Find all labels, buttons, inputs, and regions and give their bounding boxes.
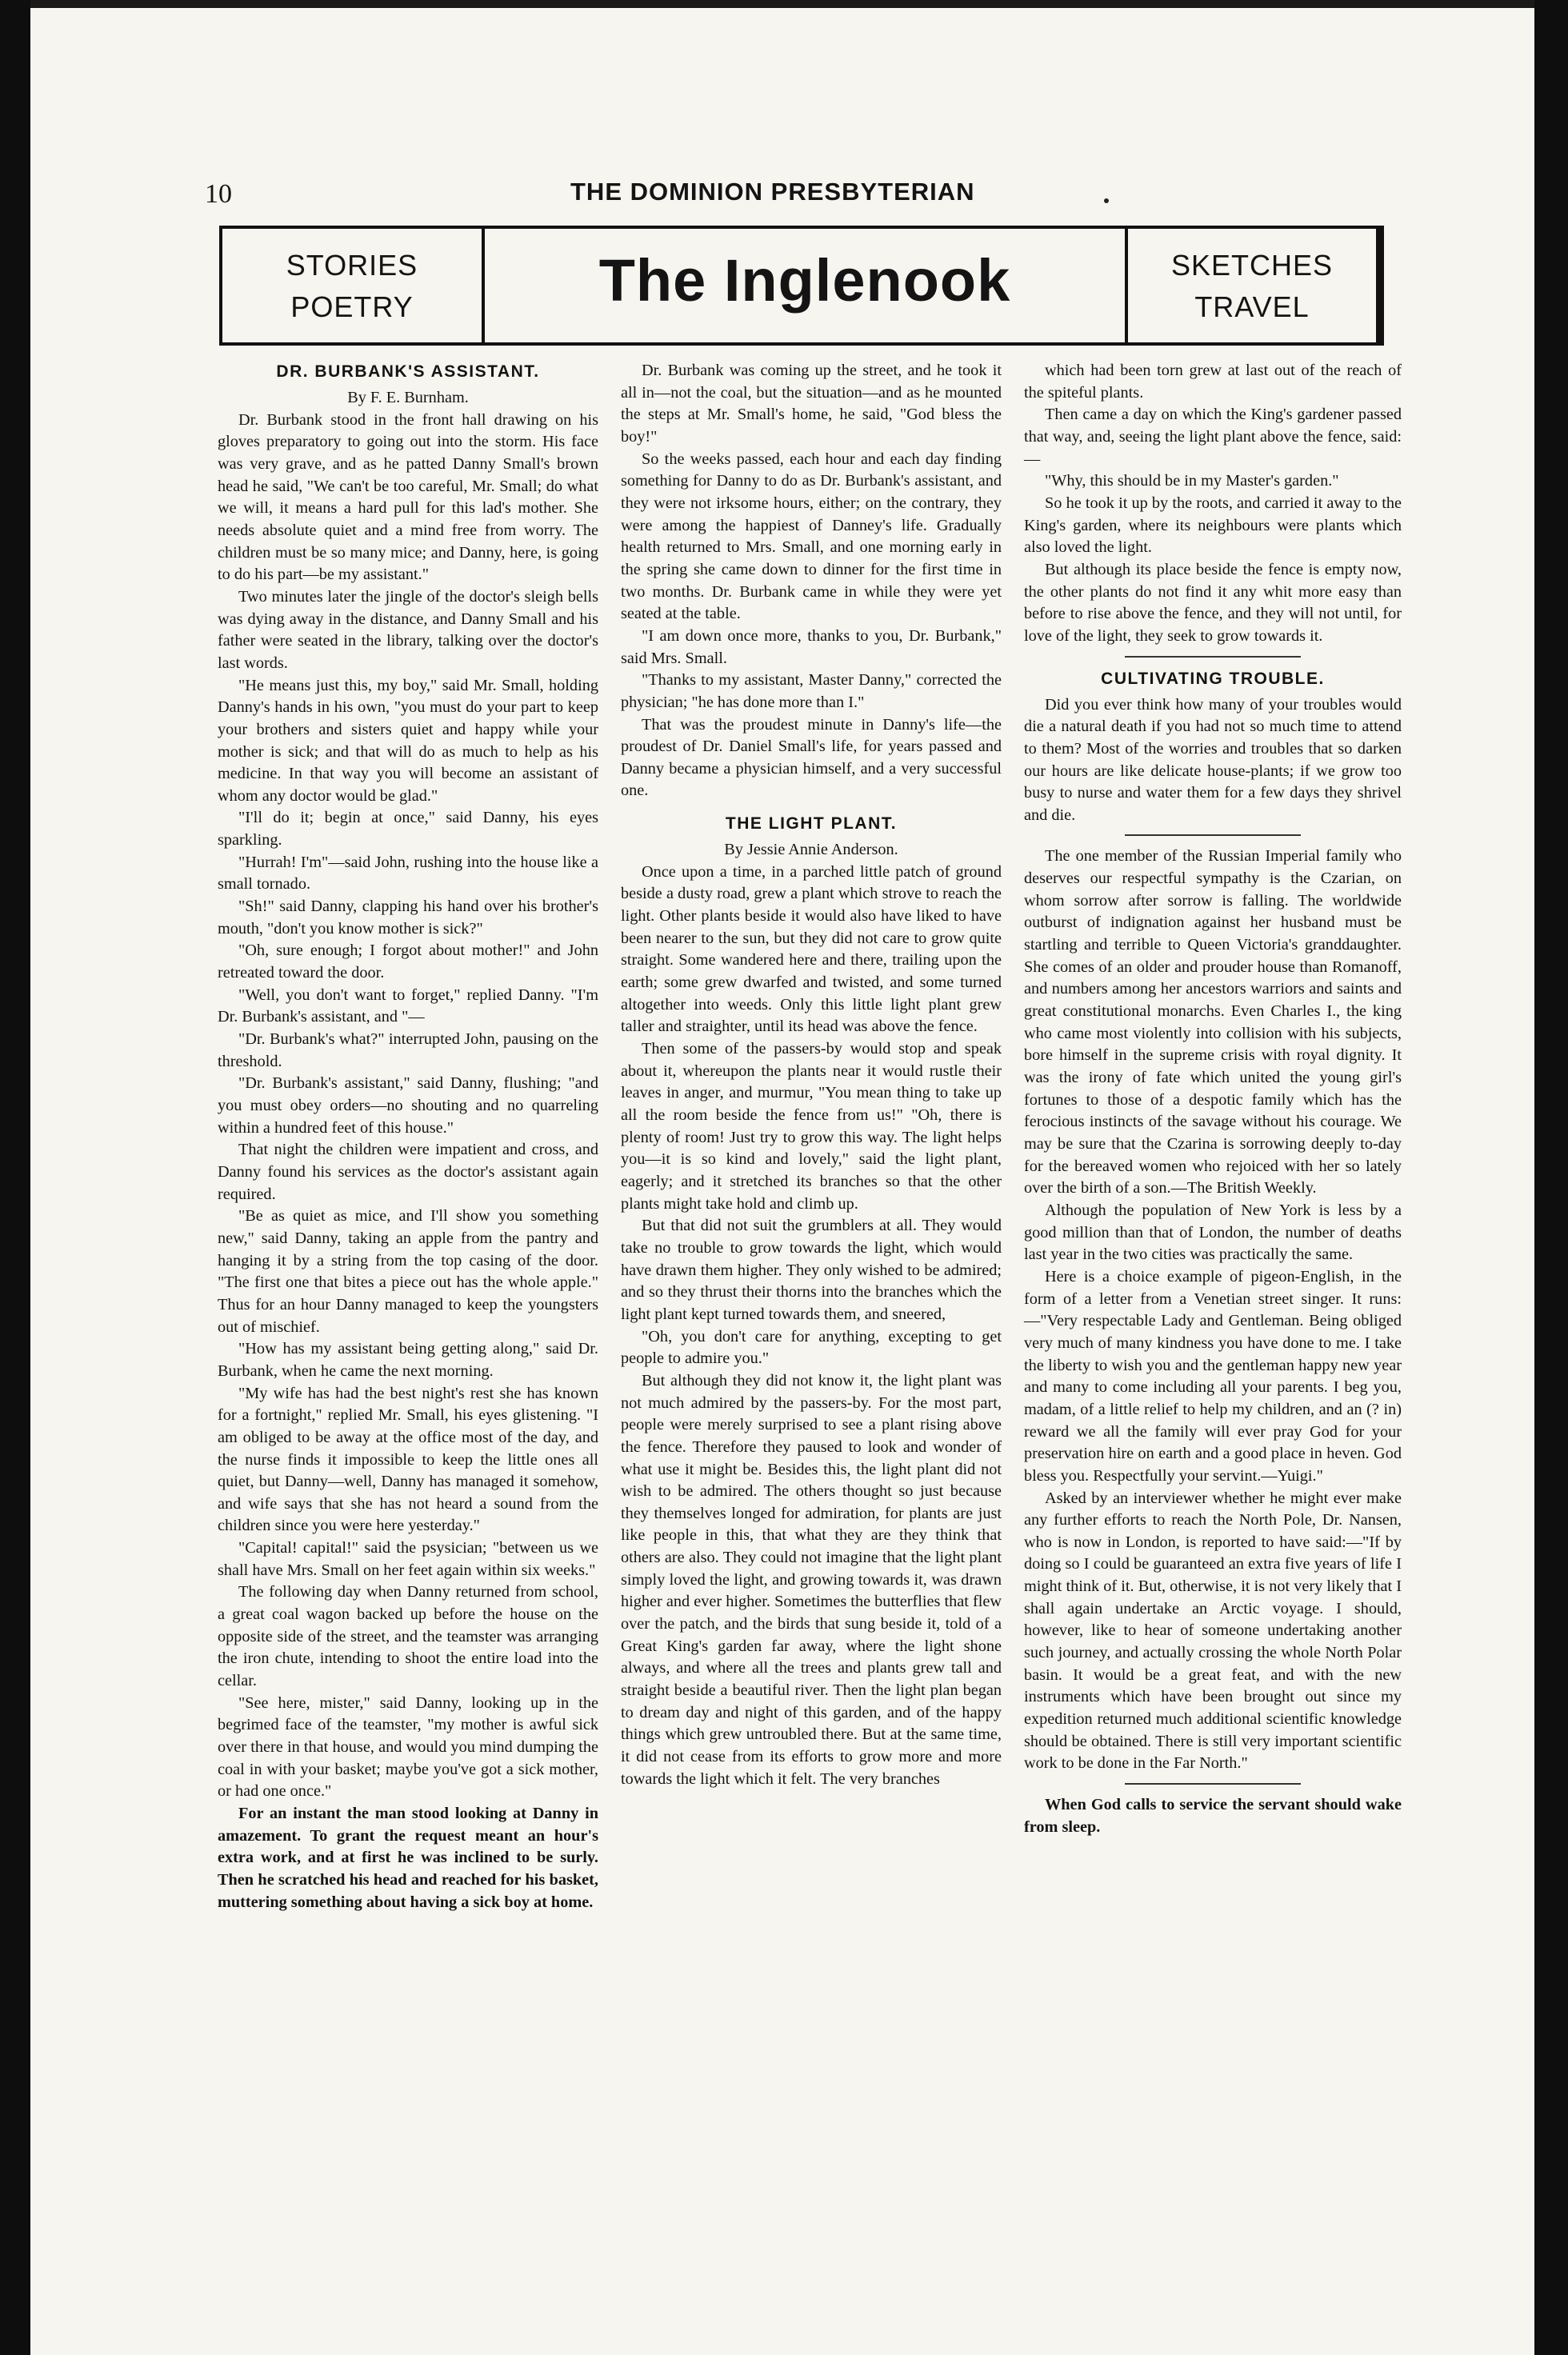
scan-edge (30, 0, 1534, 8)
news-item: Although the population of New York is less by a good million than that of London, the number of deaths last year in the two cities was practically the same. (1024, 1201, 1402, 1264)
paragraph: "How has my assistant being getting along," said Dr. Burbank, when he came the next morning. (218, 1340, 598, 1380)
paragraph: which had been torn grew at last out of the reach of the spiteful plants. (1024, 362, 1402, 402)
paragraph: "Oh, sure enough; I forgot about mother!" and John retreated toward the door. (218, 942, 598, 982)
paragraph: "Hurrah! I'm"—said John, rushing into the house like a small tornado. (218, 853, 598, 894)
news-item: Here is a choice example of pigeon-English, in the form of a letter from a Venetian street singer. It runs:—"Very respectable Lady and Gentleman. Being obliged very much of many kindness you have done to me. I take the liberty to wish you and the gentleman happy new year and many to come including all your parents. I beg you, madam, of a little relief to help my children, and an (? in) reward we all the family will ever pray God for your preservation hire on earth and a good place in heven. God bless you. Respectfully your servint.—Yuigi." (1024, 1267, 1402, 1485)
paragraph: "Well, you don't want to forget," replied Danny. "I'm Dr. Burbank's assistant, and "— (218, 986, 598, 1026)
paragraph: Then some of the passers-by would stop and speak about it, whereupon the plants near it would rustle their leaves in anger, and murmur, "You mean thing to take up all the room beside the fence from us!" "Oh, there is plenty of room! Just try to grow this way. The light helps you—it is so kind and lovely," said the light plant, eagerly; and it stretched its branches so that the other plants might take hold and climb up. (621, 1040, 1002, 1213)
news-item: Asked by an interviewer whether he might ever make any further efforts to reach the North Pole, Dr. Nansen, who is now in London, is reported to have said:—"If by doing so I could be guaranteed an extra five years of life I might think of it. But, otherwise, it is not very likely that I shall again undertake an Arctic voyage. I should, however, like to hear of someone undertaking another such journey, and actually crossing the whole North Polar basin. It would be a great feat, and with the new instruments which have been brought out since my expedition returned much additional scientific knowledge should be obtained. There is still very important scientific work to be done in the Far North." (1024, 1489, 1402, 1773)
section-banner (219, 226, 1384, 346)
paragraph: For an instant the man stood looking at Danny in amazement. To grant the request meant an hour's extra work, and at first he was inclined to be surly. Then he scratched his head and reached for his basket, muttering something about having a sick boy at home. (218, 1805, 598, 1911)
paragraph: "Be as quiet as mice, and I'll show you something new," said Danny, taking an apple from the pantry and hanging it by a string from the top casing of the door. "The first one that bites a piece out has the whole apple." Thus for an hour Danny managed to keep the youngsters out of mischief. (218, 1207, 598, 1336)
article-byline: By F. E. Burnham. (347, 389, 469, 406)
paragraph: But that did not suit the grumblers at all. They would take no trouble to grow towards the light, which would have drawn them higher. They only wished to be admired; and so they thrust their thorns into the branches which the light plant kept turned towards them, and sneered, (621, 1217, 1002, 1323)
paragraph: "Dr. Burbank's what?" interrupted John, pausing on the threshold. (218, 1030, 598, 1070)
print-speck (1104, 198, 1109, 203)
section-title: The Inglenook (598, 247, 1011, 314)
banner-left-box (222, 229, 485, 342)
section-divider (1125, 834, 1301, 836)
column-2 (621, 360, 1002, 1790)
journal-title: THE DOMINION PRESBYTERIAN (570, 178, 975, 206)
paragraph: Once upon a time, in a parched little patch of ground beside a dusty road, grew a plant which strove to reach the light. Other plants beside it would also have liked to have been nearer to the sun, but they did not care to grow quite straight. Some wandered here and there, trailing upon the earth; some grew dwarfed and twisted, and some turned altogether into weeds. Only this little light plant grew taller and straighter, until its head was above the fence. (621, 862, 1002, 1036)
paragraph: "Thanks to my assistant, Master Danny," corrected the physician; "he has done more than I." (621, 671, 1002, 711)
banner-right-line-1: SKETCHES (1170, 249, 1334, 282)
paragraph: Then came a day on which the King's gardener passed that way, and, seeing the light plant above the fence, said:— (1024, 406, 1402, 468)
banner-right-line-2: TRAVEL (1194, 290, 1310, 323)
article-title: THE LIGHT PLANT. (725, 814, 898, 834)
paragraph: "Why, this should be in my Master's garden." (1045, 472, 1339, 490)
banner-left-line-1: STORIES (286, 249, 418, 282)
paragraph: "I am down once more, thanks to you, Dr. Burbank," said Mrs. Small. (621, 626, 1002, 667)
banner-left-line-2: POETRY (290, 290, 414, 323)
paragraph: "Capital! capital!" said the psysician; "between us we shall have Mrs. Small on her feet again within six weeks." (218, 1539, 598, 1579)
paragraph: "Sh!" said Danny, clapping his hand over his brother's mouth, "don't you know mother is sick?" (218, 898, 598, 938)
paragraph: Did you ever think how many of your troubles would die a natural death if you had not so much time to attend to them? Most of the worries and troubles that so darken our hours are like delicate house-plants; if we grow too busy to nurse and water them for a few days they shrivel and die. (1024, 695, 1402, 824)
section-divider (1125, 1783, 1301, 1785)
spacer (621, 802, 1002, 812)
closing-maxim: When God calls to service the servant should wake from sleep. (1024, 1796, 1402, 1836)
article-byline: By Jessie Annie Anderson. (724, 841, 898, 859)
news-item: The one member of the Russian Imperial family who deserves our respectful sympathy is the Czarian, on whom sorrow after sorrow is falling. The worldwide outburst of indignation against her husband must be startling and terrible to Queen Victoria's granddaughter. She comes of an older and prouder house than Romanoff, and numbers among her ancestors warriors and saints and great constitutional monarchs. Even Charles I., the king who came most violently into collision with his subjects, bore himself in the supreme crisis with royal dignity. It was the irony of fate which united the young girl's fortunes to those of a despotic family which has the ferocious instincts of the savage without his courage. We may be sure that the Czarina is sorrowing deeply to-day for the bereaved women who rejoiced with her so lately over the birth of a son.—The British Weekly. (1024, 847, 1402, 1197)
newspaper-page (30, 0, 1534, 2355)
paragraph: The following day when Danny returned from school, a great coal wagon backed up before the house on the opposite side of the street, and the teamster was arranging the iron chute, intending to shoot the entire load into the cellar. (218, 1583, 598, 1690)
column-1 (218, 360, 598, 1913)
running-head (30, 174, 1534, 210)
article-title: CULTIVATING TROUBLE. (1101, 669, 1325, 688)
paragraph: That was the proudest minute in Danny's life—the proudest of Dr. Daniel Small's life, for years passed and Danny became a physician himself, and a very successful one. (621, 715, 1002, 800)
article-title: DR. BURBANK'S ASSISTANT. (276, 362, 540, 381)
paragraph: "Dr. Burbank's assistant," said Danny, flushing; "and you must obey orders—no shouting and no quarreling within a hundred feet of this house." (218, 1074, 598, 1137)
section-divider (1125, 656, 1301, 658)
paragraph: Dr. Burbank was coming up the street, and he took it all in—not the coal, but the situation—and as he mounted the steps at Mr. Small's home, he said, "God bless the boy!" (621, 362, 1002, 446)
paragraph: Two minutes later the jingle of the doctor's sleigh bells was dying away in the distance, and Danny Small and his father were seated in the library, talking over the doctor's last words. (218, 587, 598, 672)
paragraph: "I'll do it; begin at once," said Danny, his eyes sparkling. (218, 809, 598, 850)
page-number: 10 (205, 179, 232, 209)
paragraph: That night the children were impatient and cross, and Danny found his services as the doctor's assistant again required. (218, 1141, 598, 1203)
banner-right-box (1125, 229, 1376, 342)
paragraph: But although its place beside the fence is empty now, the other plants do not find it any whit more easy than before to rise above the fence, and they will not until, for love of the light, they seek to grow towards it. (1024, 560, 1402, 645)
paragraph: "See here, mister," said Danny, looking up in the begrimed face of the teamster, "my mother is awful sick over there in that house, and would you mind dumping the coal in with your basket; maybe you've got a sick mother, or had one once." (218, 1693, 598, 1801)
paragraph: So the weeks passed, each hour and each day finding something for Danny to do as Dr. Burbank's assistant, and they were not irksome hours, either; on the contrary, they were among the happiest of Danney's life. Gradually health returned to Mrs. Small, and one morning early in the spring she came down to dinner for the first time in two months. Dr. Burbank came in while they were yet seated at the table. (621, 450, 1002, 623)
paragraph: So he took it up by the roots, and carried it away to the King's garden, where its neighbours were plants which also loved the light. (1024, 494, 1402, 557)
paragraph: Dr. Burbank stood in the front hall drawing on his gloves preparatory to going out into the storm. His face was very grave, and as he patted Danny Small's brown head he said, "We can't be too careful, Mr. Small; do what we will, it means a hard pull for this lad's mother. She needs absolute quiet and a mind free from worry. The children must be so many mice; and Danny, here, is going to do his part—be my assistant." (218, 410, 598, 584)
paragraph: "Oh, you don't care for anything, excepting to get people to admire you." (621, 1327, 1002, 1368)
column-3 (1024, 360, 1402, 1838)
paragraph: "My wife has had the best night's rest she has known for a fortnight," replied Mr. Small, his eyes glistening. "I am obliged to be away at the office most of the day, and the nurse finds it impossible to keep the little ones all quiet, but Danny—well, Danny has managed it somehow, and wife says that she has not heard a sound from the children since you were here yesterday." (218, 1384, 598, 1535)
paragraph: But although they did not know it, the light plant was not much admired by the passers-by. For the most part, people were merely surprised to see a plant rising above the fence. Therefore they paused to look and wonder of what use it might be. Besides this, the light plant did not wish to be admired. The others thought so just because they themselves longed for admiration, for plants are just like people in this, that what they are they think that others are also. They could not imagine that the light plant simply loved the light, and growing towards it, was drawn higher and ever higher. Sometimes the butterflies that flew over the patch, and the birds that sung beside it, told of a Great King's garden far away, where the light shone always, and where all the trees and plants grew tall and straight beside a beautiful river. Then the light plan began to dream day and night of this garden, and of the happy things which grew untroubled there. But at the same time, it did not cease from its efforts to grow more and more towards the light which it felt. The very branches (621, 1371, 1002, 1788)
paragraph: "He means just this, my boy," said Mr. Small, holding Danny's hands in his own, "you must do your part to keep your brothers and sisters quiet and happy while your mother is sick; and that will do as much to help as his medicine. In that way you will become an assistant of whom any doctor would be glad." (218, 676, 598, 805)
